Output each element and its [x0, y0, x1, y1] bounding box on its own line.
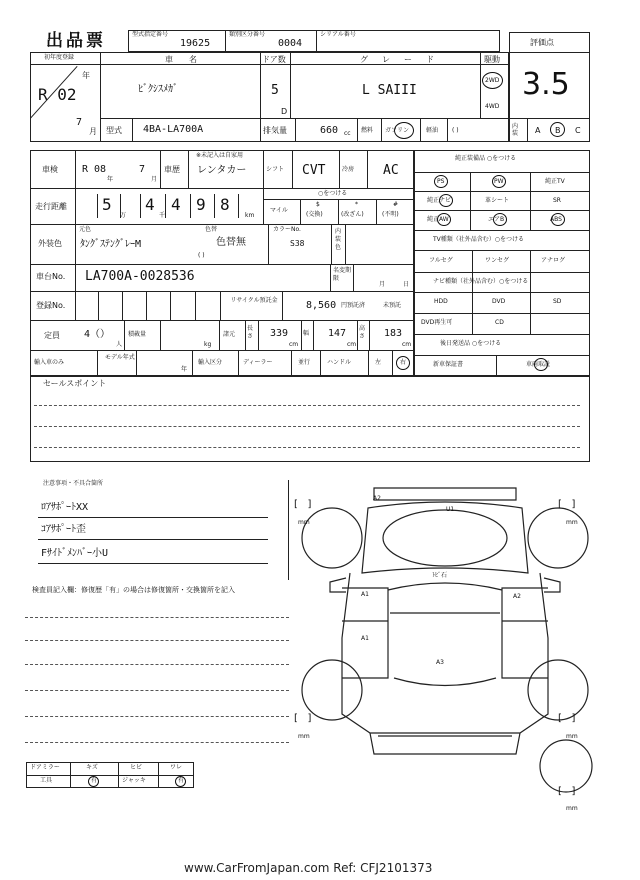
mileage-digit-1: 5 — [102, 195, 112, 214]
damage-a1-left: A1 — [361, 591, 369, 598]
import-parallel: 並行 — [298, 359, 311, 366]
tire-bracket-fl: [ ] — [294, 499, 312, 510]
handle-right: 右 — [400, 359, 407, 366]
equip-ps-circle — [434, 175, 448, 188]
equip-leather: 革シート — [485, 197, 510, 204]
legend-crack: ヒビ — [130, 764, 143, 771]
recycle-amount: 8,560 — [306, 300, 337, 311]
navi-sd: SD — [553, 298, 562, 305]
shaken-label: 車検 — [42, 165, 58, 174]
handle-right-circle — [396, 356, 410, 370]
navi-dvd: DVD — [492, 298, 506, 305]
spare-wheel — [540, 740, 592, 792]
length-label: 長さ — [247, 325, 254, 340]
equip-aw: 純正AW — [427, 216, 449, 223]
interior-color-label: 内装色 — [335, 228, 342, 251]
dims-label: 諸元 — [223, 331, 236, 338]
displacement-label: 排気量 — [263, 126, 287, 135]
shift-label: シフト — [266, 166, 285, 173]
load-label: 積載量 — [128, 331, 147, 338]
use-note: ※未記入は自家用 — [196, 152, 244, 159]
damage-a3: A3 — [436, 659, 444, 666]
use-label: 車歴 — [164, 165, 180, 174]
name-label: 車名 — [165, 55, 213, 64]
serial-label: シリアル番号 — [320, 31, 356, 38]
damage-a2-top: A2 — [373, 495, 381, 502]
sales-point-box — [30, 376, 590, 462]
footer-watermark: www.CarFromJapan.com Ref: CFJ2101373 — [184, 861, 433, 875]
length-cm: cm — [289, 341, 299, 348]
name-change-day: 日 — [403, 281, 410, 288]
ac-label: 冷房 — [342, 166, 355, 173]
diesel-label: 軽油 — [426, 127, 439, 134]
damage-a1-left-rear: A1 — [361, 635, 369, 642]
legend-tools-circle — [88, 776, 99, 787]
shaken-month-unit: 月 — [151, 176, 158, 183]
legend-tools-yes: 有 — [91, 777, 98, 784]
use-value: レンタカー — [197, 165, 247, 176]
equip-airbag: エアB — [488, 216, 505, 223]
equip-abs: ABS — [550, 216, 562, 223]
mileage-label: 走行距離 — [35, 202, 67, 211]
fuel-gasoline-circle — [394, 122, 414, 139]
height-cm: cm — [402, 341, 412, 348]
mileage-digit-5: 8 — [220, 195, 230, 214]
recycle-unit: 円預託済 — [341, 302, 366, 309]
drive-2wd-circle — [482, 72, 503, 89]
damage-tobiishi: ﾄﾋﾞ石 — [432, 572, 448, 579]
damage-a2-right: A2 — [513, 593, 521, 600]
navi-hdd: HDD — [434, 298, 448, 305]
height-label: 高さ — [359, 325, 366, 340]
legend-scratch: キズ — [86, 764, 98, 771]
tire-mm-rl: mm — [298, 733, 310, 740]
paint-value: 色替無 — [216, 237, 246, 248]
wheel-front-right — [528, 508, 588, 568]
legend-jack-circle — [175, 776, 186, 787]
tire-bracket-rr: [ ] — [558, 713, 576, 724]
capacity-label: 定員 — [44, 331, 60, 340]
tire-mm-fl: mm — [298, 519, 310, 526]
mileage-digit-3: 4 — [171, 195, 181, 214]
paint-paren: ( ) — [198, 252, 205, 259]
capacity-value: 4（） — [84, 329, 111, 340]
mileage-digit-2: 4 — [145, 195, 155, 214]
unknown-bottom: (不明) — [382, 211, 399, 218]
door-suffix: D — [281, 107, 288, 116]
recycle-label: リサイクル預託金 — [230, 297, 278, 304]
orig-color-value: ﾀﾝｸﾞｽﾃﾝｸﾞﾚｰM — [80, 239, 142, 250]
navi-dvd-play: DVD再生可 — [421, 319, 453, 326]
legend-jack-yes: 有 — [178, 777, 185, 784]
month-unit: 月 — [89, 127, 97, 136]
recycle-no: 未預託 — [383, 302, 402, 309]
mileage-digit-4: 9 — [196, 195, 206, 214]
tv-analog: アナログ — [541, 257, 566, 264]
equip-tv: 純正TV — [545, 178, 565, 185]
score-value: 3.5 — [522, 67, 570, 102]
tamper-top: * — [355, 201, 358, 208]
chassis-value: LA700A-0028536 — [85, 269, 195, 284]
equip-navi: 純正ナビ — [427, 197, 452, 204]
handle-label: ハンドル — [327, 359, 352, 366]
shift-value: CVT — [302, 163, 326, 178]
equip-pw-circle — [492, 175, 506, 188]
cert-number: 19625 — [180, 38, 211, 49]
score-label: 評価点 — [530, 38, 554, 47]
mileage-km: km — [245, 212, 255, 219]
first-reg-year: R 02 — [38, 85, 77, 104]
import-class-label: 輸入区分 — [198, 359, 223, 366]
tire-bracket-fr: [ ] — [558, 499, 576, 510]
equipment-title: 純正装備品 ○をつける — [455, 155, 517, 162]
note-line-3: Fｻｲﾄﾞﾒﾝﾊﾞｰ小U — [41, 548, 109, 559]
handle-left: 左 — [375, 359, 382, 366]
width-cm: cm — [347, 341, 357, 348]
fuel-gasoline: ガソリン — [385, 127, 410, 134]
first-reg-label: 初年度登録 — [44, 54, 75, 61]
legend-mirror: ドアミラー — [30, 764, 60, 771]
orig-color-label: 元色 — [79, 226, 92, 233]
model-code: 4BA-LA700A — [143, 124, 204, 135]
equip-pw: PW — [494, 178, 504, 185]
navi-cd: CD — [495, 319, 504, 326]
car-damage-diagram — [290, 478, 600, 808]
drive-4wd: 4WD — [485, 103, 500, 110]
color-code-label: カラーNo. — [273, 226, 301, 233]
color-label: 外装色 — [38, 239, 62, 248]
equip-aw-circle — [437, 213, 451, 226]
capacity-unit: 人 — [116, 341, 123, 348]
paint-label: 色替 — [205, 226, 218, 233]
model-year-unit: 年 — [181, 366, 188, 373]
unknown-top: # — [393, 201, 399, 208]
mileage-sen: 千 — [159, 212, 166, 219]
tv-oneseg: ワンセグ — [485, 257, 510, 264]
load-kg: kg — [204, 341, 212, 348]
tire-mm-spare: mm — [566, 805, 578, 812]
grade-label: グレード — [360, 55, 448, 64]
navi-title: ナビ種類（社外品含む）○をつける — [433, 278, 529, 285]
shaken-year-unit: 年 — [107, 176, 114, 183]
shaken-month: 7 — [139, 164, 146, 175]
exchange-top: $ — [316, 201, 320, 208]
model-label: 型式 — [106, 126, 122, 135]
name-change-label: 名変期限 — [333, 267, 352, 282]
legend-jack: ジャッキ — [122, 777, 146, 784]
later-manual-circle — [534, 358, 548, 371]
equip-sr: SR — [553, 197, 561, 204]
car-name: ﾋﾞｸｼｽﾒｶﾞ — [138, 84, 178, 95]
inspector-label: 検査員記入欄：修復歴「有」の場合は修復箇所・交換箇所を記入 — [32, 586, 235, 594]
tv-fullseg: フルセグ — [429, 257, 453, 264]
door-count: 5 — [271, 83, 279, 98]
mileage-circle-note: ○をつける — [318, 190, 348, 197]
drive-2wd: 2WD — [485, 77, 500, 84]
notes-label: 注意事項・不具合箇所 — [43, 480, 104, 487]
damage-u1: U1 — [446, 506, 455, 513]
equip-abs-circle — [551, 213, 565, 226]
equip-airbag-circle — [493, 213, 507, 226]
tire-bracket-rl: [ ] — [294, 713, 312, 724]
year-unit: 年 — [82, 71, 90, 80]
tire-mm-rr: mm — [566, 733, 578, 740]
class-number: 0004 — [278, 38, 303, 49]
length-value: 339 — [270, 328, 289, 339]
equip-navi-circle — [439, 194, 453, 207]
wheel-rear-left — [302, 660, 362, 720]
sales-point-label: セールスポイント — [43, 379, 107, 388]
interior-a: A — [535, 126, 541, 135]
displacement-value: 660 — [320, 125, 339, 136]
import-label: 輸入車のみ — [34, 359, 65, 366]
legend-break: ワレ — [170, 764, 183, 771]
drive-label: 駆動 — [484, 55, 500, 64]
tire-bracket-spare: [ ] — [558, 786, 576, 797]
tv-title: TV種類（社外品含む）○をつける — [433, 236, 525, 243]
shaken-year: R 08 — [82, 164, 107, 175]
diesel-bracket: ( ) — [452, 127, 459, 134]
interior-c: C — [575, 126, 581, 135]
height-value: 183 — [384, 328, 403, 339]
registration-label: 登録No. — [36, 301, 66, 310]
note-line-2: ｺｱｻﾎﾟｰﾄ歪 — [41, 524, 86, 535]
ac-value: AC — [383, 163, 399, 178]
cert-label: 型式指定番号 — [132, 31, 169, 38]
import-dealer: ディーラー — [243, 359, 273, 366]
interior-label: 内装 — [512, 123, 519, 137]
form-title: 出品票 — [46, 31, 106, 51]
door-label: ドア数 — [262, 55, 286, 64]
tire-mm-fr: mm — [566, 519, 578, 526]
legend-tools: 工具 — [40, 777, 53, 784]
interior-b: B — [555, 126, 561, 135]
width-value: 147 — [328, 328, 347, 339]
mileage-man: 万 — [120, 212, 127, 219]
exchange-bottom: (交換) — [306, 211, 323, 218]
later-title: 後日発送品 ○をつける — [440, 340, 502, 347]
model-year-label: モデル年式 — [105, 354, 135, 361]
color-code-value: S38 — [290, 239, 305, 248]
later-warranty: 新車保証書 — [433, 361, 464, 368]
grade-value: L SAIII — [362, 83, 417, 98]
cc-unit: cc — [344, 130, 351, 137]
wheel-rear-right — [528, 660, 588, 720]
name-change-month: 月 — [379, 281, 386, 288]
tamper-bottom: (改ざん) — [341, 211, 364, 218]
first-reg-month: 7 — [76, 117, 83, 128]
class-label: 類別区分番号 — [229, 31, 266, 38]
chassis-label: 車台No. — [36, 272, 66, 281]
note-line-1: ﾛｱｻﾎﾟｰﾄXX — [41, 502, 89, 513]
width-label: 幅 — [303, 330, 310, 337]
interior-b-circle — [550, 122, 565, 137]
later-manual: 車両取説 — [526, 361, 551, 368]
mile-option: マイル — [270, 207, 288, 214]
equip-ps: PS — [437, 178, 445, 185]
wheel-front-left — [302, 508, 362, 568]
fuel-label: 燃料 — [361, 127, 374, 134]
